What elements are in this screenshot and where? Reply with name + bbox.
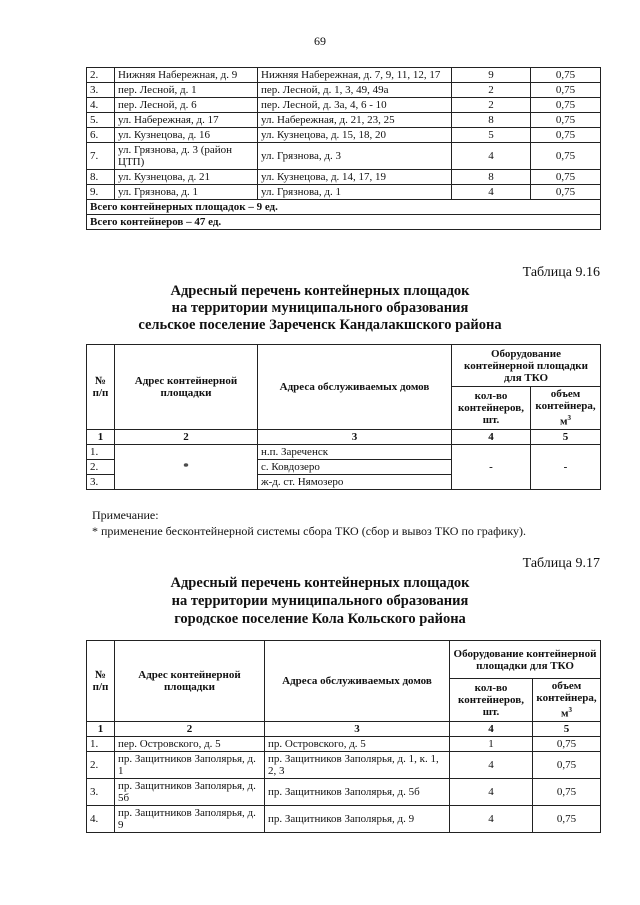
container-count: 1 — [450, 736, 533, 751]
row-number: 2. — [87, 68, 115, 83]
merged-count: - — [452, 444, 531, 489]
container-volume: 0,75 — [531, 98, 601, 113]
site-address: ул. Кузнецова, д. 21 — [115, 170, 258, 185]
merged-volume: - — [531, 444, 601, 489]
header-equipment: Оборудование контейнерной площадки для ТКО — [450, 641, 601, 679]
total-containers-row — [87, 215, 601, 230]
served-address: пр. Защитников Заполярья, д. 5б — [265, 778, 450, 805]
row-number: 3. — [87, 83, 115, 98]
table-9-16 — [86, 344, 601, 490]
served-address: пр. Островского, д. 5 — [265, 736, 450, 751]
table-row — [87, 751, 601, 778]
table-continuation — [86, 67, 601, 230]
container-volume: 0,75 — [531, 113, 601, 128]
container-volume: 0,75 — [533, 778, 601, 805]
header-num: № п/п — [87, 345, 115, 430]
container-count: 4 — [450, 805, 533, 832]
page-number: 69 — [314, 34, 326, 48]
container-volume: 0,75 — [533, 805, 601, 832]
table-row — [87, 98, 601, 113]
col-num: 4 — [450, 721, 533, 736]
table-9-17 — [86, 640, 601, 833]
header-served: Адреса обслуживаемых домов — [258, 345, 452, 430]
row-number: 2. — [87, 751, 115, 778]
section2-title-line2: на территории муниципального образования — [171, 300, 469, 316]
site-address: ул. Кузнецова, д. 16 — [115, 128, 258, 143]
site-address: пр. Защитников Заполярья, д. 9 — [115, 805, 265, 832]
container-count: 9 — [452, 68, 531, 83]
served-address: ж-д. ст. Нямозеро — [258, 474, 452, 489]
section3-title-line2: на территории муниципального образования — [171, 593, 469, 609]
container-volume: 0,75 — [531, 68, 601, 83]
container-count: 4 — [450, 751, 533, 778]
col-num: 5 — [531, 429, 601, 444]
table-row — [87, 170, 601, 185]
row-number: 4. — [87, 805, 115, 832]
section3-title-line1: Адресный перечень контейнерных площадок — [170, 575, 470, 591]
row-number: 3. — [87, 474, 115, 489]
site-address: пр. Защитников Заполярья, д. 5б — [115, 778, 265, 805]
section3-title-line3: городское поселение Кола Кольского района — [174, 611, 466, 627]
row-number: 1. — [87, 444, 115, 459]
container-count: 4 — [452, 143, 531, 170]
total-sites: Всего контейнерных площадок – 9 ед. — [87, 200, 601, 215]
row-number: 1. — [87, 736, 115, 751]
section2-title-line3: сельское поселение Зареченск Кандалакшского района — [138, 317, 502, 333]
table-row — [87, 143, 601, 170]
served-address: ул. Грязнова, д. 3 — [258, 143, 452, 170]
row-number: 3. — [87, 778, 115, 805]
site-address: пер. Лесной, д. 6 — [115, 98, 258, 113]
header-volume: объем контейнера, $м^3$ — [533, 679, 601, 722]
note-label: Примечание: — [92, 508, 159, 522]
header-equipment: Оборудование контейнерной площадки для ТКО — [452, 345, 601, 387]
container-count: 5 — [452, 128, 531, 143]
header-count: кол-во контейнеров, шт. — [452, 387, 531, 430]
served-address: ул. Кузнецова, д. 15, 18, 20 — [258, 128, 452, 143]
row-number: 4. — [87, 98, 115, 113]
row-number: 6. — [87, 128, 115, 143]
col-num: 2 — [115, 721, 265, 736]
served-address: с. Ковдозеро — [258, 459, 452, 474]
site-address: ул. Набережная, д. 17 — [115, 113, 258, 128]
col-num: 5 — [533, 721, 601, 736]
header-volume: объем контейнера, $м^3$ — [531, 387, 601, 430]
row-number: 7. — [87, 143, 115, 170]
container-volume: 0,75 — [531, 143, 601, 170]
served-address: пер. Лесной, д. 1, 3, 49, 49а — [258, 83, 452, 98]
site-address: ул. Грязнова, д. 3 (район ЦТП) — [115, 143, 258, 170]
served-address: пер. Лесной, д. 3а, 4, 6 - 10 — [258, 98, 452, 113]
container-volume: 0,75 — [531, 83, 601, 98]
table-row — [87, 805, 601, 832]
site-address: ул. Грязнова, д. 1 — [115, 185, 258, 200]
col-num: 1 — [87, 429, 115, 444]
column-numbers-row — [87, 429, 601, 444]
table-row — [87, 128, 601, 143]
container-count: 8 — [452, 170, 531, 185]
served-address: ул. Грязнова, д. 1 — [258, 185, 452, 200]
served-address: ул. Кузнецова, д. 14, 17, 19 — [258, 170, 452, 185]
header-num: № п/п — [87, 641, 115, 722]
served-address: Нижняя Набережная, д. 7, 9, 11, 12, 17 — [258, 68, 452, 83]
row-number: 2. — [87, 459, 115, 474]
site-address: Нижняя Набережная, д. 9 — [115, 68, 258, 83]
row-number: 8. — [87, 170, 115, 185]
col-num: 3 — [265, 721, 450, 736]
served-address: ул. Набережная, д. 21, 23, 25 — [258, 113, 452, 128]
site-address: пер. Островского, д. 5 — [115, 736, 265, 751]
table-row — [87, 444, 601, 459]
served-address: пр. Защитников Заполярья, д. 9 — [265, 805, 450, 832]
container-count: 4 — [452, 185, 531, 200]
table-number-9-17: Таблица 9.17 — [522, 556, 600, 571]
header-served: Адреса обслуживаемых домов — [265, 641, 450, 722]
row-number: 5. — [87, 113, 115, 128]
site-address: пер. Лесной, д. 1 — [115, 83, 258, 98]
note-text: * применение бесконтейнерной системы сбора ТКО (сбор и вывоз ТКО по графику). — [92, 524, 526, 538]
col-num: 1 — [87, 721, 115, 736]
total-sites-row — [87, 200, 601, 215]
table-number-9-16: Таблица 9.16 — [522, 265, 600, 280]
site-address: пр. Защитников Заполярья, д. 1 — [115, 751, 265, 778]
column-numbers-row — [87, 721, 601, 736]
container-count: 8 — [452, 113, 531, 128]
container-volume: 0,75 — [531, 128, 601, 143]
table-row — [87, 68, 601, 83]
col-num: 3 — [258, 429, 452, 444]
container-volume: 0,75 — [531, 170, 601, 185]
table-row — [87, 736, 601, 751]
container-volume: 0,75 — [533, 751, 601, 778]
container-count: 4 — [450, 778, 533, 805]
container-volume: 0,75 — [533, 736, 601, 751]
row-number: 9. — [87, 185, 115, 200]
header-site: Адрес контейнерной площадки — [115, 345, 258, 430]
header-site: Адрес контейнерной площадки — [115, 641, 265, 722]
col-num: 2 — [115, 429, 258, 444]
container-count: 2 — [452, 83, 531, 98]
table-row — [87, 185, 601, 200]
served-address: пр. Защитников Заполярья, д. 1, к. 1, 2, 3 — [265, 751, 450, 778]
table-row — [87, 113, 601, 128]
container-count: 2 — [452, 98, 531, 113]
section2-title-line1: Адресный перечень контейнерных площадок — [170, 283, 470, 299]
merged-site-asterisk: * — [115, 444, 258, 489]
col-num: 4 — [452, 429, 531, 444]
header-count: кол-во контейнеров, шт. — [450, 679, 533, 722]
total-containers: Всего контейнеров – 47 ед. — [87, 215, 601, 230]
container-volume: 0,75 — [531, 185, 601, 200]
served-address: н.п. Зареченск — [258, 444, 452, 459]
table-row — [87, 778, 601, 805]
table-row — [87, 83, 601, 98]
